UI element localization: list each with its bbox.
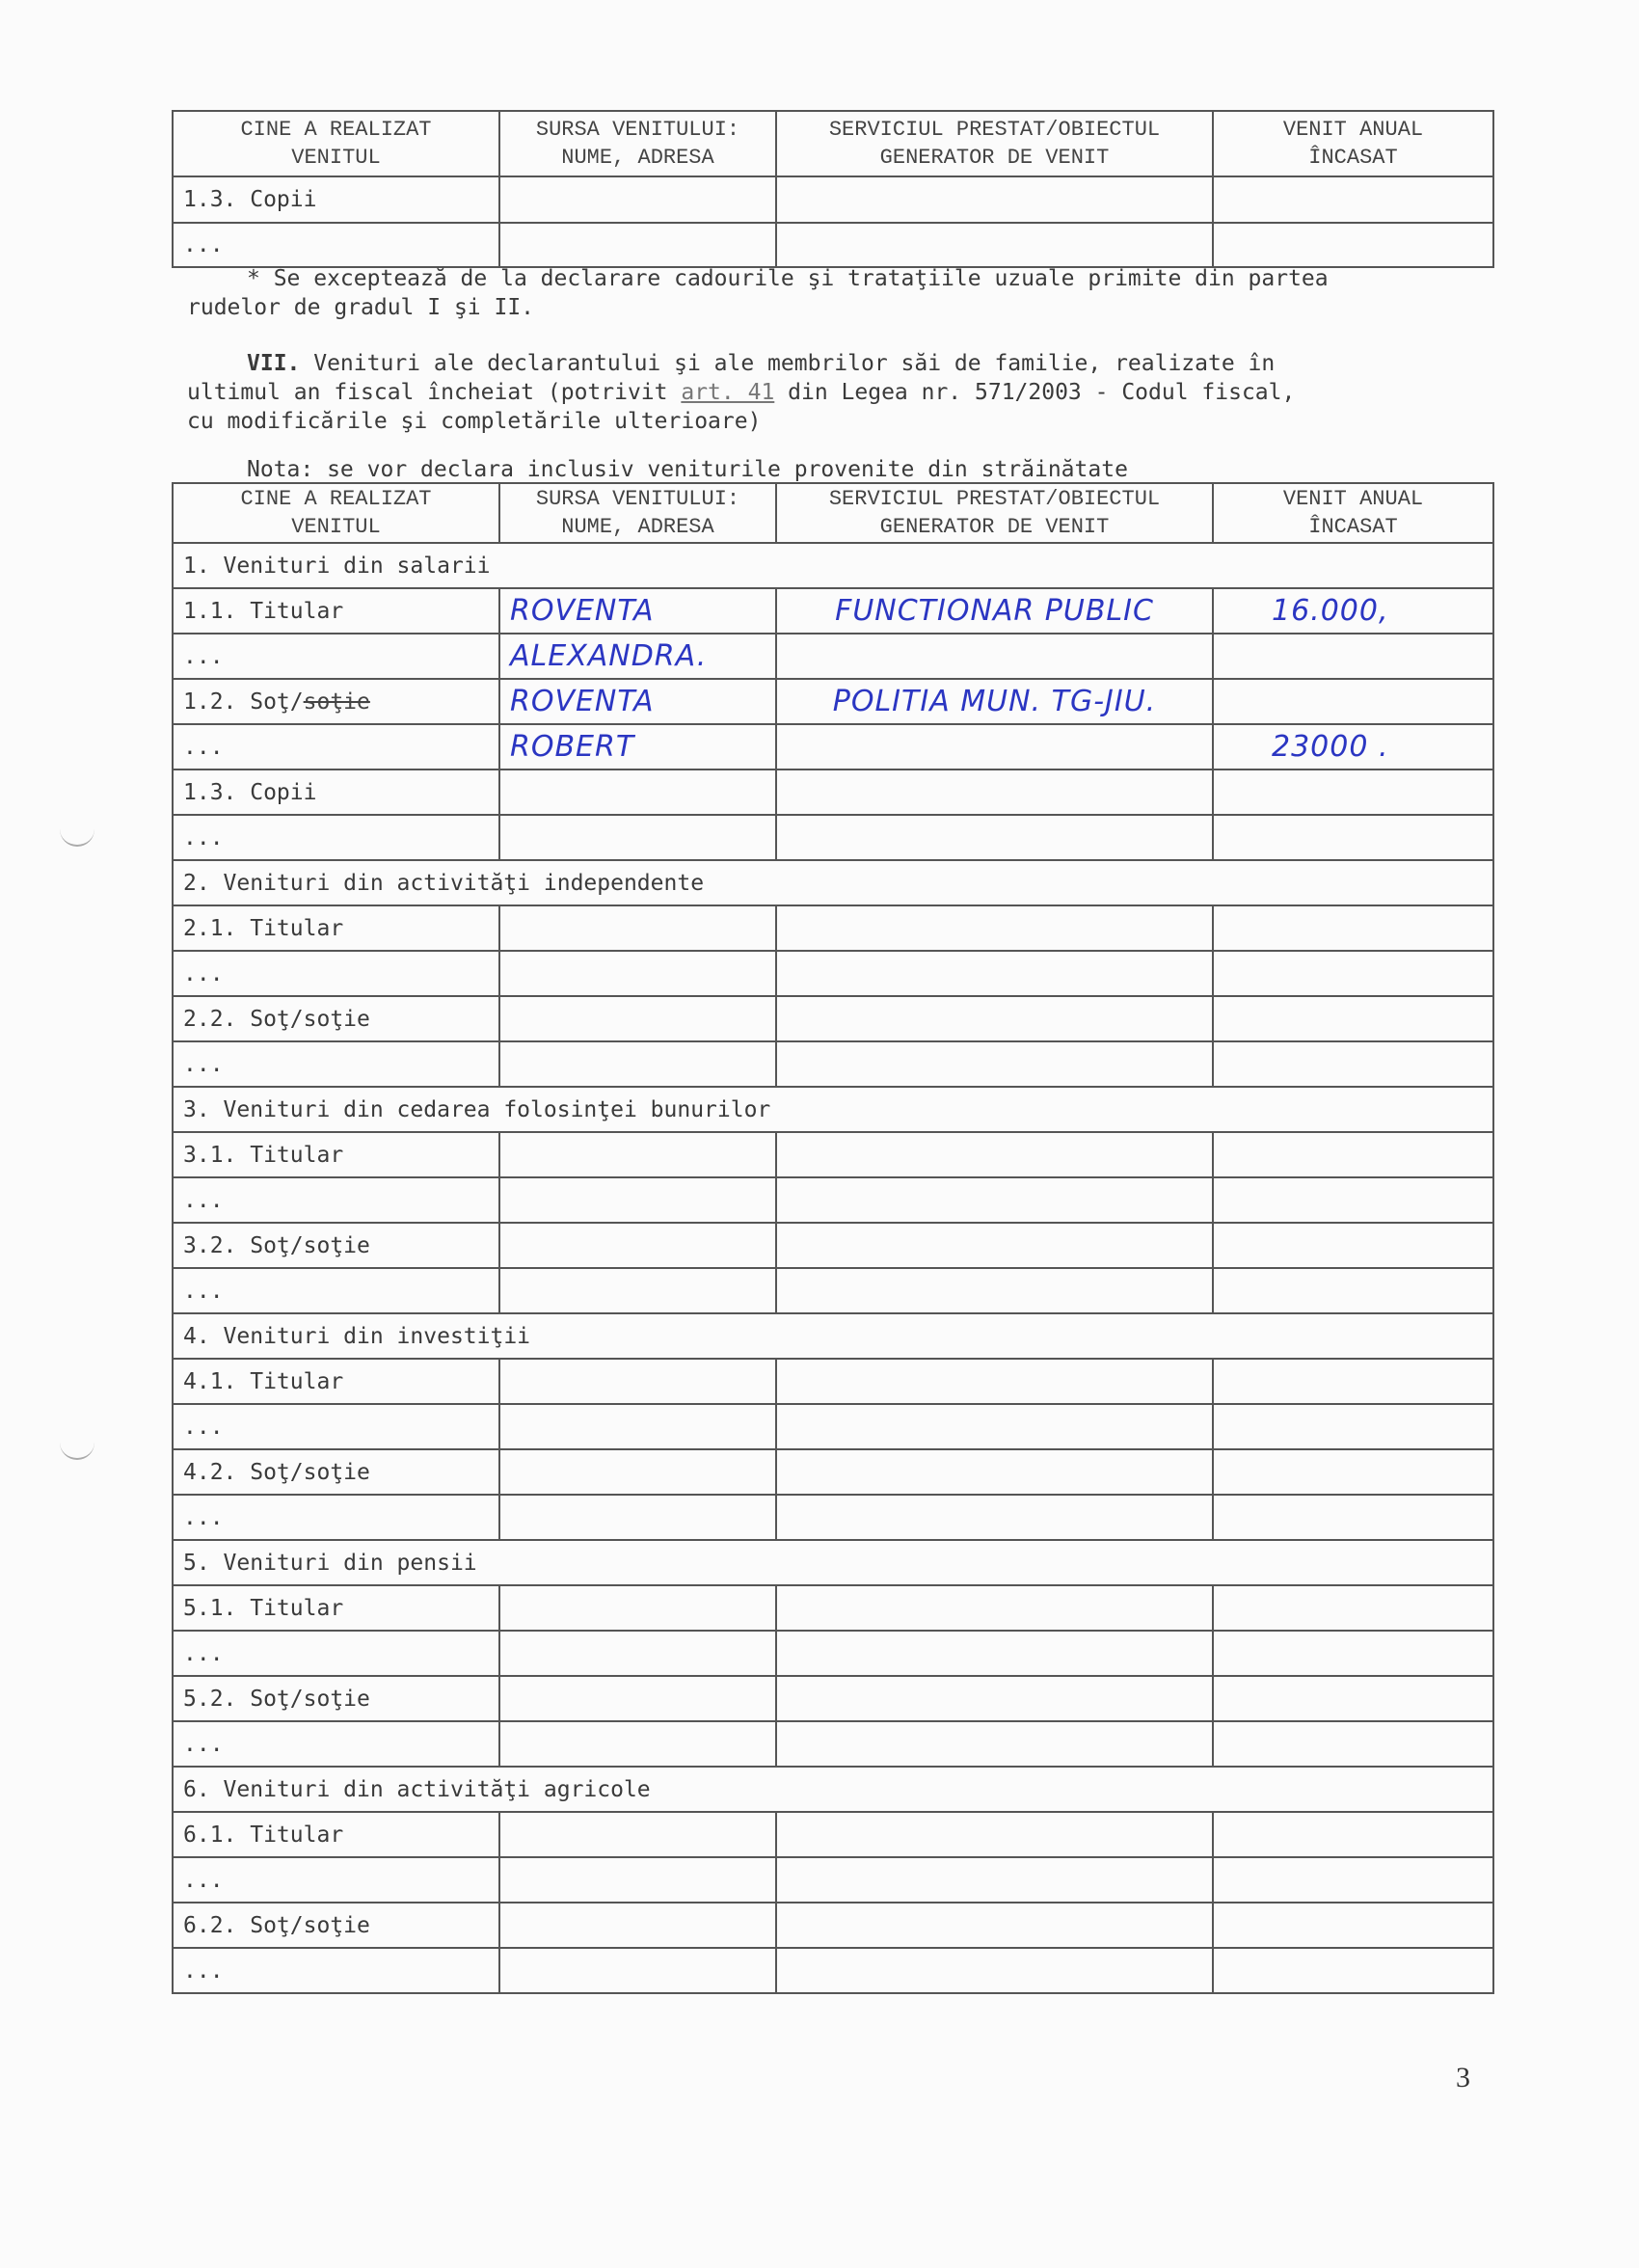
row-label: 5.1. Titular: [173, 1585, 499, 1631]
source-cell: [499, 679, 776, 724]
handwritten-source: ROBERT: [510, 730, 635, 764]
handwritten-source: ALEXANDRA.: [510, 639, 708, 673]
table-row: [173, 996, 1493, 1041]
note-text: Nota: se vor declara inclusiv veniturile provenite din străinătate: [247, 457, 1128, 482]
section-label: 2. Venituri din activităţi independente: [173, 860, 1493, 905]
row-label: ...: [173, 1177, 499, 1223]
row-label: 5.2. Soţ/soţie: [173, 1676, 499, 1721]
service-cell: [776, 905, 1213, 951]
row-label: 2.1. Titular: [173, 905, 499, 951]
amount-cell: [1213, 1359, 1493, 1404]
row-label: 4.2. Soţ/soţie: [173, 1449, 499, 1495]
amount-cell: [1213, 1404, 1493, 1449]
source-cell: [499, 1948, 776, 1993]
row-label: 3.2. Soţ/soţie: [173, 1223, 499, 1268]
amount-cell: [1213, 1948, 1493, 1993]
source-cell: [499, 815, 776, 860]
row-label: ...: [173, 1721, 499, 1767]
header-service: SERVICIUL PRESTAT/OBIECTUL GENERATOR DE VENIT: [776, 483, 1213, 543]
table-row: [173, 679, 1493, 724]
header-amount: VENIT ANUAL ÎNCASAT: [1213, 111, 1493, 176]
header-who: CINE A REALIZAT VENITUL: [173, 483, 499, 543]
amount-cell: [1213, 634, 1493, 679]
struck-text: soţie: [303, 688, 370, 715]
table-row: [173, 223, 1493, 267]
service-cell: [776, 724, 1213, 770]
amount-cell: [1213, 1132, 1493, 1177]
service-cell: [776, 1721, 1213, 1767]
row-label: ...: [173, 1268, 499, 1313]
table-row: [173, 1585, 1493, 1631]
amount-cell: [1213, 679, 1493, 724]
service-cell: [776, 679, 1213, 724]
source-cell: [499, 1132, 776, 1177]
binder-hole-mark: [60, 1441, 94, 1460]
table-row: [173, 1676, 1493, 1721]
table-row: [173, 1359, 1493, 1404]
table-header-row: [173, 111, 1493, 176]
service-cell: [776, 588, 1213, 634]
page-number: 3: [1456, 2062, 1470, 2093]
section-row: [173, 860, 1493, 905]
source-cell: [499, 996, 776, 1041]
income-table: [172, 482, 1494, 1994]
source-cell: [499, 1631, 776, 1676]
header-who: CINE A REALIZAT VENITUL: [173, 111, 499, 176]
row-label: 1.1. Titular: [173, 588, 499, 634]
table-row: [173, 1857, 1493, 1903]
source-cell: [499, 1857, 776, 1903]
table-row: [173, 1948, 1493, 1993]
row-label: ...: [173, 634, 499, 679]
row-label: ...: [173, 815, 499, 860]
amount-cell: [1213, 1631, 1493, 1676]
row-label: ...: [173, 724, 499, 770]
row-label: 6.1. Titular: [173, 1812, 499, 1857]
top-income-table: [172, 110, 1494, 268]
source-cell: [499, 1041, 776, 1087]
section-row: [173, 1767, 1493, 1812]
section-row: [173, 543, 1493, 588]
table-row: [173, 724, 1493, 770]
service-cell: [776, 1585, 1213, 1631]
service-cell: [776, 1132, 1213, 1177]
service-cell: [776, 1177, 1213, 1223]
source-cell: [499, 1404, 776, 1449]
amount-cell: [1213, 588, 1493, 634]
source-cell: [499, 1903, 776, 1948]
row-label: 1.3. Copii: [173, 770, 499, 815]
service-cell: [776, 1631, 1213, 1676]
handwritten-service: FUNCTIONAR PUBLIC: [835, 594, 1154, 628]
amount-cell: [1213, 1903, 1493, 1948]
amount-cell: [1213, 1449, 1493, 1495]
service-cell: [776, 1948, 1213, 1993]
row-label: 3.1. Titular: [173, 1132, 499, 1177]
service-cell: [776, 1857, 1213, 1903]
table-row: [173, 588, 1493, 634]
source-cell: [499, 1721, 776, 1767]
service-cell: [776, 1676, 1213, 1721]
service-cell: [776, 815, 1213, 860]
row-label: ...: [173, 1404, 499, 1449]
section-label: 6. Venituri din activităţi agricole: [173, 1767, 1493, 1812]
source-cell: [499, 1268, 776, 1313]
table-row: [173, 815, 1493, 860]
source-cell: [499, 1223, 776, 1268]
handwritten-amount: 16.000,: [1272, 594, 1389, 628]
section-row: [173, 1540, 1493, 1585]
table-row: [173, 1268, 1493, 1313]
row-label: ...: [173, 1857, 499, 1903]
amount-cell: [1213, 996, 1493, 1041]
amount-cell: [1213, 1268, 1493, 1313]
service-cell: [776, 1223, 1213, 1268]
service-cell: [776, 770, 1213, 815]
amount-cell: [1213, 1676, 1493, 1721]
service-cell: [776, 1359, 1213, 1404]
source-cell: [499, 724, 776, 770]
handwritten-source: ROVENTA: [510, 685, 655, 718]
amount-cell: [1213, 1223, 1493, 1268]
service-cell: [776, 1268, 1213, 1313]
row-label: ...: [173, 1041, 499, 1087]
row-label: ...: [173, 1495, 499, 1540]
binder-hole-mark: [60, 827, 94, 847]
law-article-link[interactable]: art. 41: [681, 380, 775, 405]
handwritten-amount: 23000 .: [1272, 730, 1389, 764]
section-vii-intro: VII. Venituri ale declarantului şi ale membrilor săi de familie, realizate în ultimul an fiscal încheiat (potrivit art. 41 din Legea nr. 571/2003 - Codul fiscal, cu modificările şi completările ulterioare): [187, 351, 1296, 434]
section-row: [173, 1313, 1493, 1359]
handwritten-service: POLITIA MUN. TG-JIU.: [832, 685, 1157, 718]
service-cell: [776, 1404, 1213, 1449]
amount-cell: [1213, 724, 1493, 770]
section-row: [173, 1087, 1493, 1132]
table-row: [173, 1041, 1493, 1087]
service-cell: [776, 1041, 1213, 1087]
source-cell: [499, 1676, 776, 1721]
table-row: [173, 1903, 1493, 1948]
handwritten-source: ROVENTA: [510, 594, 655, 628]
table-row: [173, 1177, 1493, 1223]
source-cell: [499, 905, 776, 951]
service-cell: [776, 634, 1213, 679]
row-label: 1.3. Copii: [173, 176, 499, 223]
source-cell: [499, 1177, 776, 1223]
table-row: [173, 770, 1493, 815]
row-label: 1.2. Soţ/soţie: [173, 679, 499, 724]
source-cell: [499, 951, 776, 996]
section-heading: VII.: [247, 351, 301, 376]
section-label: 1. Venituri din salarii: [173, 543, 1493, 588]
amount-cell: [1213, 905, 1493, 951]
row-label: ...: [173, 223, 499, 267]
table-row: [173, 1721, 1493, 1767]
source-cell: [499, 770, 776, 815]
table-row: [173, 905, 1493, 951]
amount-cell: [1213, 951, 1493, 996]
source-cell: [499, 588, 776, 634]
amount-cell: [1213, 770, 1493, 815]
source-cell: [499, 1812, 776, 1857]
header-source: SURSA VENITULUI: NUME, ADRESA: [499, 111, 776, 176]
row-label: 2.2. Soţ/soţie: [173, 996, 499, 1041]
source-cell: [499, 1359, 776, 1404]
service-cell: [776, 1903, 1213, 1948]
service-cell: [776, 996, 1213, 1041]
source-cell: [499, 1495, 776, 1540]
section-label: 4. Venituri din investiţii: [173, 1313, 1493, 1359]
amount-cell: [1213, 1041, 1493, 1087]
table-row: [173, 634, 1493, 679]
table-row: [173, 951, 1493, 996]
amount-cell: [1213, 1585, 1493, 1631]
section-label: 5. Venituri din pensii: [173, 1540, 1493, 1585]
source-cell: [499, 634, 776, 679]
service-cell: [776, 1495, 1213, 1540]
service-cell: [776, 951, 1213, 996]
table-row: [173, 1132, 1493, 1177]
footnote: * Se exceptează de la declarare cadourile şi trataţiile uzuale primite din partea rudelor de gradul I şi II.: [187, 266, 1329, 320]
service-cell: [776, 1449, 1213, 1495]
header-service: SERVICIUL PRESTAT/OBIECTUL GENERATOR DE VENIT: [776, 111, 1213, 176]
amount-cell: [1213, 1857, 1493, 1903]
row-label: ...: [173, 951, 499, 996]
table-row: [173, 176, 1493, 223]
row-label: ...: [173, 1948, 499, 1993]
table-row: [173, 1223, 1493, 1268]
amount-cell: [1213, 815, 1493, 860]
amount-cell: [1213, 1721, 1493, 1767]
row-label: 6.2. Soţ/soţie: [173, 1903, 499, 1948]
row-label: 4.1. Titular: [173, 1359, 499, 1404]
table-row: [173, 1495, 1493, 1540]
row-label: ...: [173, 1631, 499, 1676]
table-row: [173, 1631, 1493, 1676]
section-label: 3. Venituri din cedarea folosinţei bunurilor: [173, 1087, 1493, 1132]
header-amount: VENIT ANUAL ÎNCASAT: [1213, 483, 1493, 543]
table-header-row: [173, 483, 1493, 543]
source-cell: [499, 1449, 776, 1495]
source-cell: [499, 1585, 776, 1631]
amount-cell: [1213, 1495, 1493, 1540]
table-row: [173, 1449, 1493, 1495]
header-source: SURSA VENITULUI: NUME, ADRESA: [499, 483, 776, 543]
table-row: [173, 1812, 1493, 1857]
amount-cell: [1213, 1177, 1493, 1223]
amount-cell: [1213, 1812, 1493, 1857]
table-row: [173, 1404, 1493, 1449]
service-cell: [776, 1812, 1213, 1857]
